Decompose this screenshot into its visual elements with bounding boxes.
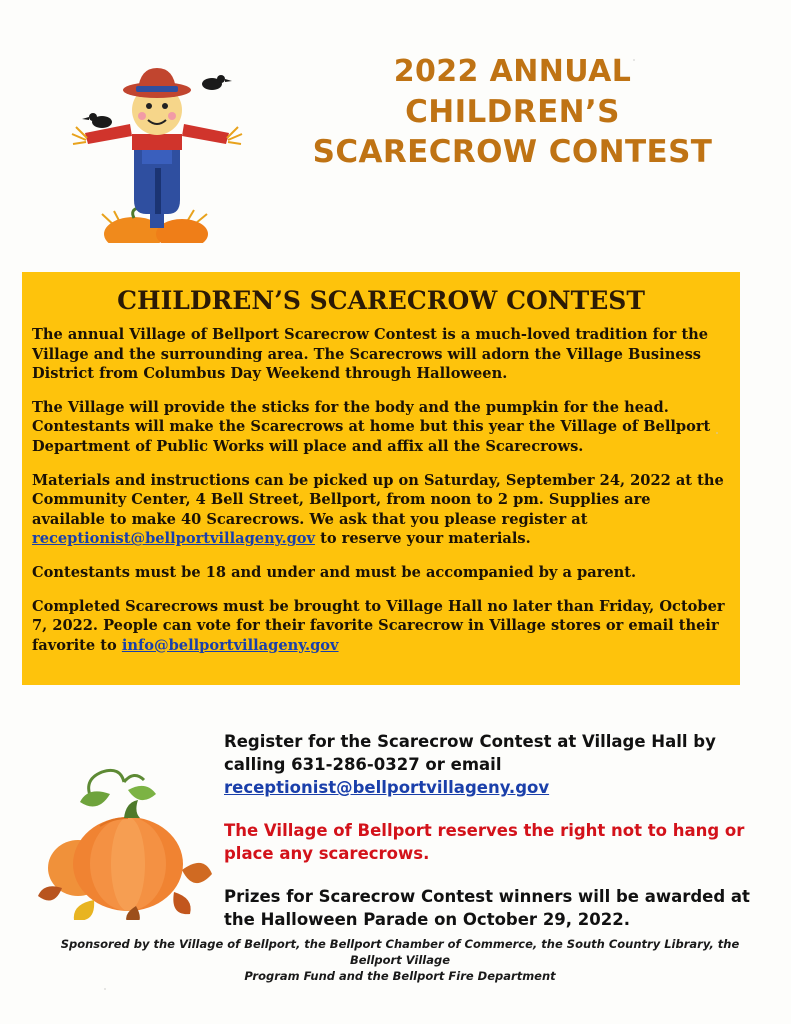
panel-body: [22, 325, 740, 655]
panel-heading: CHILDREN’S SCARECROW CONTEST: [117, 286, 645, 315]
receptionist-email-link[interactable]: receptionist@bellportvillageny.gov: [32, 530, 315, 548]
panel-paragraph-2: The Village will provide the sticks for the body and the pumpkin for the head. Contestants will make the Scarecrows at home but this year the Village of Bellport Department of Public Works will place and affix all the Scarecrows.: [32, 398, 711, 455]
sponsors-footer: [60, 936, 740, 984]
register-text: Register for the Scarecrow Contest at Village Hall by calling 631-286-0327 or email: [224, 732, 716, 774]
scan-speck: [104, 988, 106, 990]
register-paragraph: [224, 730, 769, 799]
scan-speck: [633, 59, 635, 61]
panel-paragraph-3-text-before: Materials and instructions can be picked up on Saturday, September 24, 2022 at the Community Center, 4 Bell Street, Bellport, from noon to 2 pm. Supplies are available to make 40 Scarecrows. We ask that you please register at: [32, 471, 724, 528]
scan-speck: [716, 432, 718, 434]
scarecrow-illustration: [62, 48, 252, 243]
panel-paragraph-5: [32, 597, 726, 656]
title-line-2: CHILDREN’S: [405, 94, 620, 130]
pumpkin-and-leaves-illustration: [32, 760, 217, 920]
page-title: [265, 52, 760, 172]
info-email-link[interactable]: info@bellportvillageny.gov: [121, 636, 339, 654]
contest-details-panel: [22, 272, 740, 685]
registration-info: [224, 730, 769, 951]
title-line-1: 2022 ANNUAL: [393, 54, 632, 89]
panel-paragraph-5-text-before: Completed Scarecrows must be brought to Village Hall no later than Friday, October 7, 2022. People can vote for their favorite Scarecrow in Village stores or email their favorite to: [32, 597, 725, 654]
title-line-3: SCARECROW CONTEST: [312, 134, 713, 170]
disclaimer-text: The Village of Bellport reserves the right not to hang or place any scarecrows.: [224, 821, 745, 863]
prizes-text: Prizes for Scarecrow Contest winners will be awarded at the Halloween Parade on October 29, 2022.: [224, 887, 750, 929]
panel-paragraph-1: The annual Village of Bellport Scarecrow Contest is a much-loved tradition for the Village and the surrounding area. The Scarecrows will adorn the Village Business District from Columbus Day Weekend through Halloween.: [32, 326, 709, 383]
sponsors-line-1: Sponsored by the Village of Bellport, the Bellport Chamber of Commerce, the South Country Library, the Bellport Village: [60, 937, 740, 967]
sponsors-line-2: Program Fund and the Bellport Fire Department: [244, 969, 556, 983]
register-email-link[interactable]: receptionist@bellportvillageny.gov: [224, 778, 550, 797]
panel-paragraph-4: Contestants must be 18 and under and must be accompanied by a parent.: [32, 563, 637, 581]
panel-paragraph-3-text-after: to reserve your materials.: [315, 530, 531, 548]
panel-paragraph-3: [32, 471, 726, 549]
flyer-header: [0, 30, 791, 230]
